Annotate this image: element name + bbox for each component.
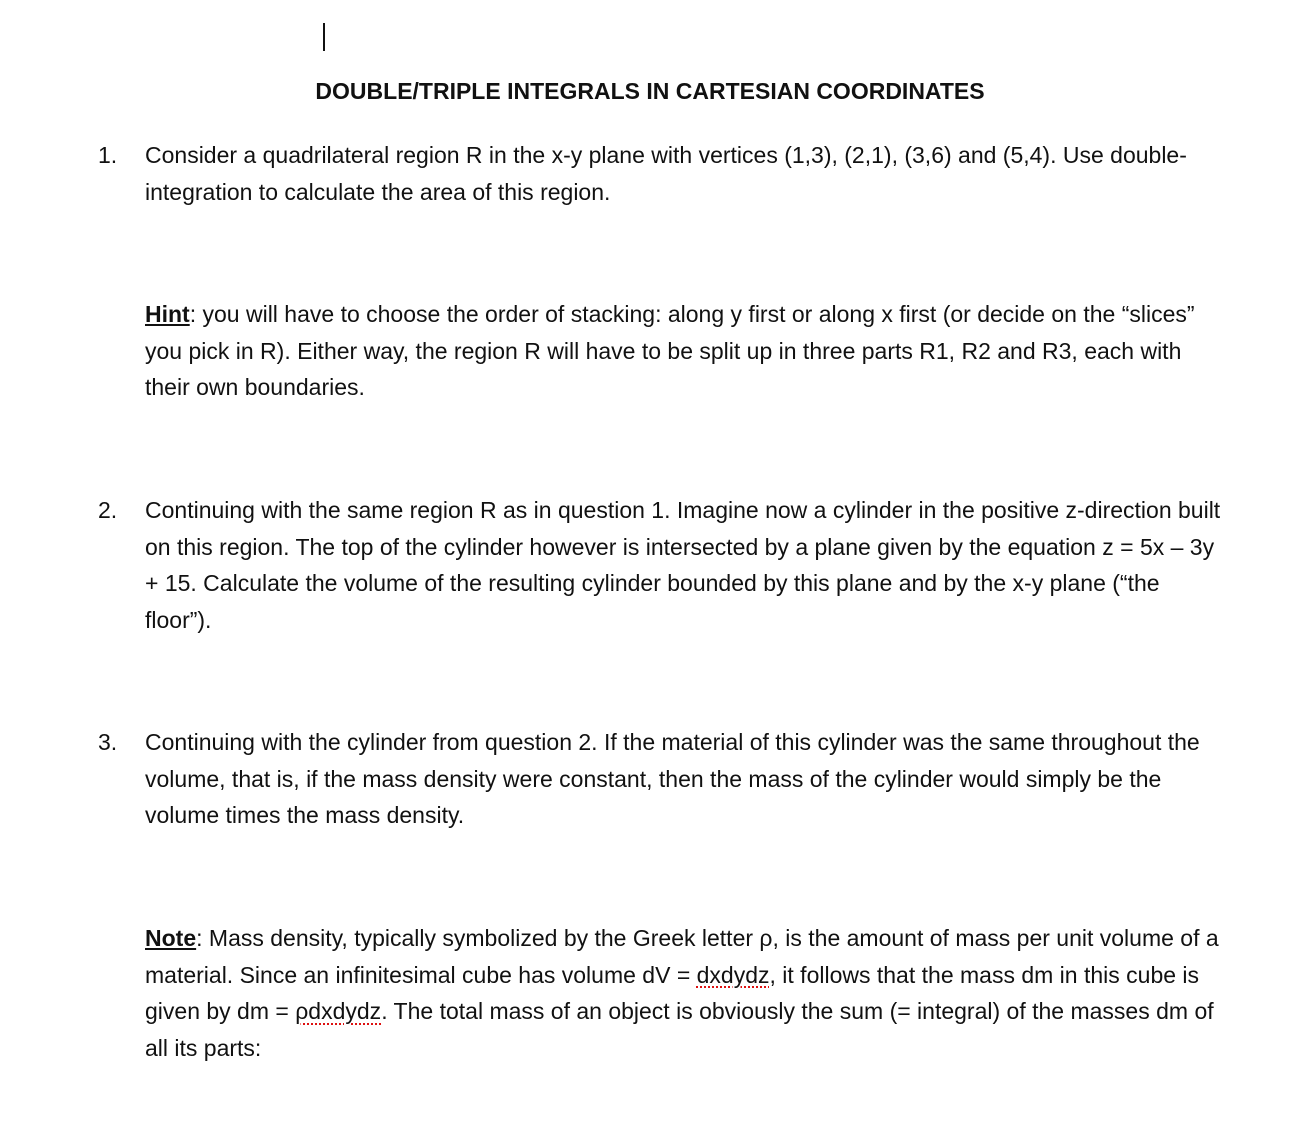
note-part-3: . The total mass of an object is obviously the sum (= integral) of the masses dm of all its parts: <box>145 998 1214 1061</box>
note-part-1: : Mass density, typically symbolized by the Greek letter ρ, is the amount of mass per unit volume of a material. Since an infinitesimal cube has volume dV = <box>145 925 1219 988</box>
question-2-number: 2. <box>98 497 118 523</box>
document-title: DOUBLE/TRIPLE INTEGRALS IN CARTESIAN COORDINATES <box>315 78 985 104</box>
note-label: Note <box>145 925 197 951</box>
spellcheck-word-rhodxdydz: ρdxdydz <box>295 998 382 1024</box>
question-2-text: Continuing with the same region R as in question 1. Imagine now a cylinder in the positive z-direction built on this region. The top of the cylinder however is intersected by a plane given by the equation z = 5x – 3y + 15. Calculate the volume of the resulting cylinder bounded by this plane and by the x-y plane (“the floor”). <box>145 497 1221 633</box>
question-3-number: 3. <box>98 729 118 755</box>
question-3-note <box>145 920 1225 1066</box>
question-1-number: 1. <box>98 142 118 168</box>
hint-label: Hint <box>145 301 190 327</box>
question-1-text: Consider a quadrilateral region R in the x-y plane with vertices (1,3), (2,1), (3,6) and (5,4). Use double-integration to calculate the area of this region. <box>145 142 1187 205</box>
spellcheck-word-dxdydz: dxdydz <box>696 961 770 988</box>
question-1-hint <box>145 296 1225 406</box>
note-part-2: , it follows that the mass dm in this cube is given by dm = <box>145 961 1200 1024</box>
text-cursor <box>323 23 325 51</box>
hint-text: : you will have to choose the order of stacking: along y first or along x first (or decide on the “slices” you pick in R). Either way, the region R will have to be split up in three parts R1, R2 and R3, each with their own boundaries. <box>145 301 1195 400</box>
question-3-text: Continuing with the cylinder from question 2. If the material of this cylinder was the same throughout the volume, that is, if the mass density were constant, then the mass of the cylinder would simply be the volume times the mass density. <box>145 729 1200 828</box>
